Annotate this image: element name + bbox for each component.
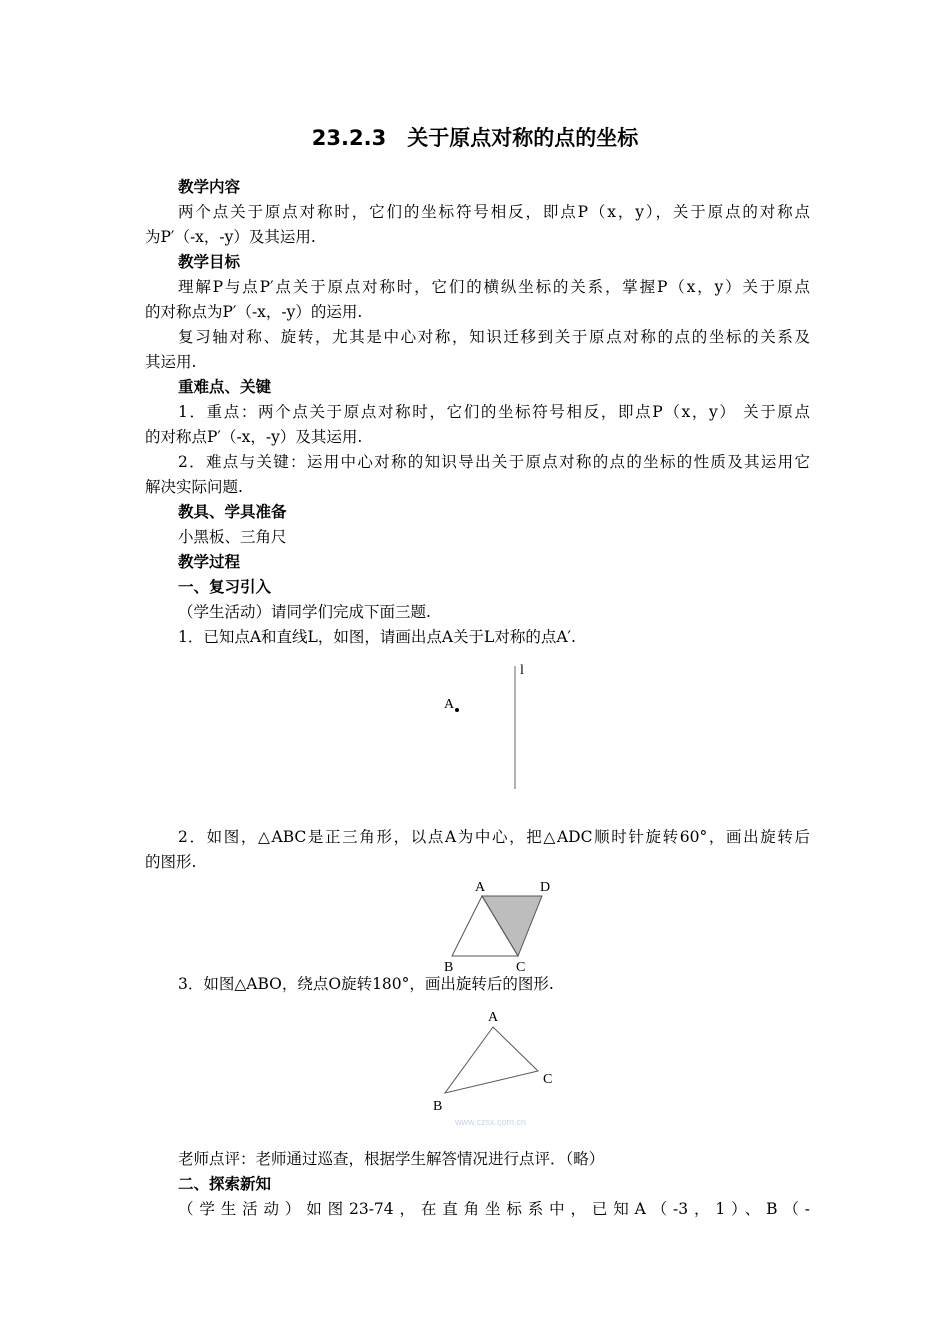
point-a-label: A <box>444 697 455 712</box>
label-b: B <box>444 960 454 975</box>
paragraph-line: 的对称点P′（-x，-y）及其运用. <box>145 428 363 446</box>
paragraph-line: 小黑板、三角尺 <box>178 528 287 546</box>
paragraph-line: 1．重点：两个点关于原点对称时，它们的坐标符号相反，即点P（x，y） 关于原点 <box>178 403 810 421</box>
paragraph-line: 2．难点与关键：运用中心对称的知识导出关于原点对称的点的坐标的性质及其运用它 <box>178 453 810 471</box>
figure-1 <box>430 656 570 796</box>
paragraph-line: 的对称点为P′（-x，-y）的运用. <box>145 303 363 321</box>
paragraph-line: （学生活动）请同学们完成下面三题. <box>178 603 431 621</box>
heading-goal: 教学目标 <box>178 253 241 271</box>
label-a: A <box>475 880 486 895</box>
teacher-comment: 老师点评：老师通过巡查，根据学生解答情况进行点评．（略） <box>178 1150 605 1168</box>
heading-part2: 二、探索新知 <box>178 1175 272 1193</box>
question-2: 2．如图，△ABC是正三角形，以点A为中心，把△ADC顺时针旋转60°，画出旋转后 <box>178 828 810 846</box>
paragraph-line: 解决实际问题. <box>145 478 243 496</box>
paragraph-line: 的图形. <box>145 853 197 871</box>
heading-process: 教学过程 <box>178 553 241 571</box>
heading-content: 教学内容 <box>178 178 241 196</box>
triangle-adc <box>482 896 542 956</box>
paragraph-line: 其运用. <box>145 353 197 371</box>
figure-3 <box>425 1005 575 1130</box>
paragraph-line: 复习轴对称、旋转，尤其是中心对称，知识迁移到关于原点对称的点的坐标的关系及 <box>178 328 810 346</box>
question-3: 3．如图△ABO，绕点O旋转180°，画出旋转后的图形. <box>178 975 554 993</box>
line-l-label: l <box>520 663 524 678</box>
watermark: www.czsx.com.cn <box>455 1117 527 1127</box>
label-c: C <box>543 1072 553 1087</box>
label-c: C <box>516 960 526 975</box>
point-a-dot <box>455 708 459 712</box>
paragraph-line: 为P′（-x，-y）及其运用. <box>145 228 316 246</box>
paragraph-line: （学生活动）如图23-74，在直角坐标系中，已知A（-3，1）、B（- <box>178 1200 810 1218</box>
heading-key-points: 重难点、关键 <box>178 378 272 396</box>
paragraph-line: 理解P与点P′点关于原点对称时，它们的横纵坐标的关系，掌握P（x，y）关于原点 <box>178 278 810 296</box>
heading-part1: 一、复习引入 <box>178 578 272 596</box>
paragraph-line: 两个点关于原点对称时，它们的坐标符号相反，即点P（x，y），关于原点的对称点 <box>178 203 810 221</box>
label-b: B <box>433 1099 443 1114</box>
label-a: A <box>488 1010 499 1025</box>
label-d: D <box>540 880 551 895</box>
question-1: 1．已知点A和直线L，如图，请画出点A关于L对称的点A′. <box>178 628 576 646</box>
triangle-abo <box>445 1027 538 1093</box>
figure-2 <box>440 876 580 976</box>
heading-tools: 教具、学具准备 <box>178 503 287 521</box>
page-title: 23.2.3 关于原点对称的点的坐标 <box>311 126 639 150</box>
